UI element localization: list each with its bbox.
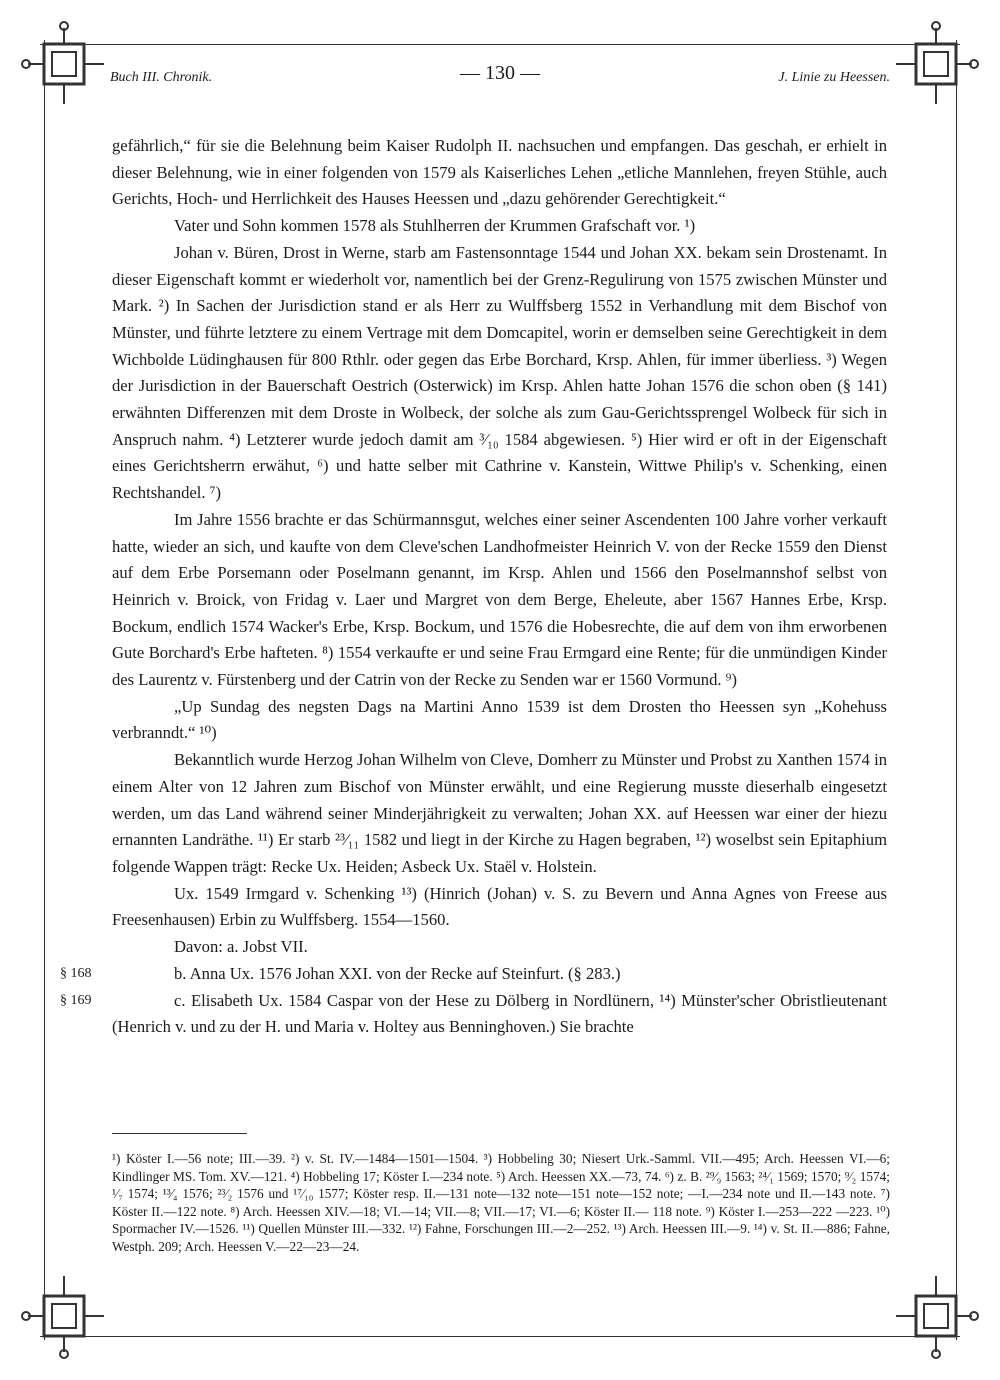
header-book-title: Buch III. Chronik.	[110, 70, 213, 85]
frame-top-line	[40, 44, 960, 45]
paragraph: Im Jahre 1556 brachte er das Schürmannsgut, welches einer seiner Ascendenten 100 Jahre vorher verkauft hatte, wieder an sich, und kaufte von dem Cleve'schen Landhofmeister Heinrich V. von der Recke 1559 den Dienst auf dem Erbe Porsemann oder Poselmann genannt, im Krsp. Ahlen und 1566 den Poselmannshof selbst von Heinrich v. Broick, von Fridag v. Laer und Margret von dem Berge, Eheleute, aber 1567 Hannes Erbe, Krsp. Bockum, endlich 1574 Wacker's Erbe, Krsp. Bockum, und 1576 die Hobesrechte, die auf dem von ihm erworbenen Gute Borchard's Erbe hafteten. ⁸) 1554 verkaufte er und seine Frau Ermgard eine Rente; für die unmündigen Kinder des Laurentz v. Fürstenberg und der Catrin von der Recke zu Senden war er 1560 Vormund. ⁹)	[112, 509, 887, 690]
frame-right-line	[956, 40, 957, 1340]
paragraph: Ux. 1549 Irmgard v. Schenking ¹³) (Hinrich (Johan) v. S. zu Bevern und Anna Agnes von Freese aus Freesenhausen) Erbin zu Wulffsberg. 1554—1560.	[112, 883, 887, 930]
paragraph: gefährlich,“ für sie die Belehnung beim Kaiser Rudolph II. nachsuchen und empfangen. Das geschah, er erhielt in dieser Belehnung, wie in einer folgenden von 1579 als Kaiserliches Lehen „etliche Mannlehen, freyen Stühle, auch Gerichts, Hoch- und Herrlichkeit des Hauses Heessen und „dazu gehörender Gerechtigkeit.“	[112, 136, 887, 209]
corner-ornament-bottom-left-icon	[18, 1272, 108, 1362]
paragraph: „Up Sundag des negsten Dags na Martini Anno 1539 ist dem Drosten tho Heessen syn „Kohehuss verbranndt.“ ¹⁰)	[112, 696, 887, 743]
paragraph: Vater und Sohn kommen 1578 als Stuhlherren der Krummen Grafschaft vor. ¹)	[174, 216, 696, 236]
margin-section-ref: § 169	[60, 992, 92, 1008]
paragraph: b. Anna Ux. 1576 Johan XXI. von der Recke auf Steinfurt. (§ 283.)	[174, 963, 621, 983]
page-number: — 130 —	[460, 62, 540, 84]
footnotes	[112, 1150, 890, 1256]
body-text	[60, 133, 887, 1041]
paragraph: Bekanntlich wurde Herzog Johan Wilhelm von Cleve, Domherr zu Münster und Probst zu Xanthen 1574 in einem Alter von 12 Jahren zum Bischof von Münster erwählt, und eine Regierung musste dieserhalb eingesetzt werden, um das Land während seiner Minderjährigkeit zu verwalten; Johan XX. auf Heessen war einer der hiezu ernannten Landräthe. ¹¹) Er starb ²³⁄₁₁ 1582 und liegt in der Kirche zu Hagen begraben, ¹²) woselbst sein Epitaphium folgende Wappen trägt: Recke Ux. Heiden; Asbeck Ux. Staël v. Holstein.	[112, 750, 887, 876]
frame-bottom-line	[40, 1336, 960, 1337]
child-entry-elisabeth	[60, 988, 887, 1041]
header-section-title: J. Linie zu Heessen.	[778, 70, 890, 85]
margin-section-ref: § 168	[60, 965, 92, 981]
corner-ornament-top-left-icon	[18, 18, 108, 108]
frame-left-line	[44, 40, 45, 1340]
corner-ornament-bottom-right-icon	[892, 1272, 982, 1362]
footnote-text: ¹) Köster I.—56 note; III.—39. ²) v. St. IV.—1484—1501—1504. ³) Hobbeling 30; Niesert Urk.-Samml. VII.—495; Arch. Heessen VI.—6; Kindlinger MS. Tom. XV.—121. ⁴) Hobbeling 17; Köster I.—234 note. ⁵) Arch. Heessen XX.—73, 74. ⁶) z. B. ²⁹⁄₉ 1563; ²⁴⁄₁ 1569; 1570; ⁹⁄₂ 1574; ¹⁄₇ 1574; ¹³⁄₄ 1576; ²³⁄₂ 1576 und ¹⁷⁄₁₀ 1577; Köster resp. II.—131 note—132 note—151 note—152 note; —I.—234 note und II.—143 note. ⁷) Köster II.—122 note. ⁸) Arch. Heessen XIV.—18; VI.—14; VII.—8; VII.—17; VI.—6; Köster II.— 118 note. ⁹) Köster I.—253—222 —223. ¹⁰) Spormacher IV.—1526. ¹¹) Quellen Münster III.—332. ¹²) Fahne, Forschungen III.—2—252. ¹³) Arch. Heessen III.—9. ¹⁴) v. St. II.—886; Fahne, Westph. 209; Arch. Heessen V.—22—23—24.	[112, 1151, 890, 1254]
paragraph: Johan v. Büren, Drost in Werne, starb am Fastensonntage 1544 und Johan XX. bekam sein Drostenamt. In dieser Eigenschaft kommt er wiederholt vor, namentlich bei der Grenz-Regulirung von 1575 zwischen Münster und Mark. ²) In Sachen der Jurisdiction stand er als Herr zu Wulffsberg 1552 in Verhandlung mit dem Bischof von Münster, und führte letztere zu einem Vertrage mit dem Domcapitel, worin er demselben seine Gerechtigkeit in dem Wichbolde Lüdinghausen für 800 Rthlr. oder gegen das Erbe Borchard, Krsp. Ahlen, für immer überliess. ³) Wegen der Jurisdiction in der Bauerschaft Oestrich (Osterwick) im Krsp. Ahlen hatte Johan 1576 die schon oben (§ 141) erwähnten Differenzen mit dem Droste in Wolbeck, der solche als zum Gau-Gerichtssprengel Wolbeck für sich in Anspruch nahm. ⁴) Letzterer wurde jedoch damit am ³⁄₁₀ 1584 abgewiesen. ⁵) Hier wird er oft in der Eigenschaft eines Gerichtsherrn erwähut, ⁶) und hatte selber mit Cathrine v. Kanstein, Wittwe Philip's v. Schenking, einen Rechtshandel. ⁷)	[112, 242, 887, 503]
paragraph: c. Elisabeth Ux. 1584 Caspar von der Hese zu Dölberg in Nordlünern, ¹⁴) Münster'scher Obristlieutenant (Henrich v. und zu der H. und Maria v. Holtey aus Benninghoven.) Sie brachte	[112, 990, 887, 1037]
corner-ornament-top-right-icon	[892, 18, 982, 108]
running-header	[110, 60, 890, 90]
paragraph: Davon: a. Jobst VII.	[174, 937, 308, 957]
child-entry-anna	[60, 961, 887, 988]
footnote-divider	[112, 1133, 247, 1134]
